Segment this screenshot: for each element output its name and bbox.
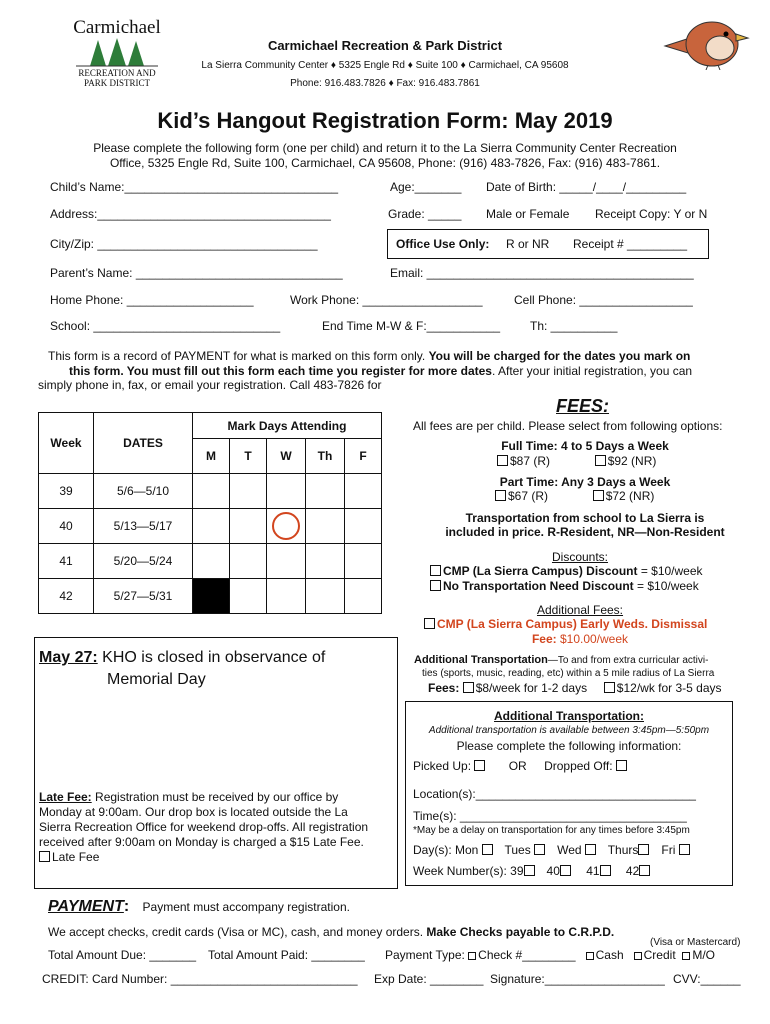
mark-days-header: Mark Days Attending xyxy=(193,413,382,439)
notice-line1: This form is a record of PAYMENT for what is marked on this form only. You will be charged for the dates you mark on xyxy=(48,349,691,363)
total-due-field[interactable]: Total Amount Due: _______ xyxy=(48,948,197,962)
home-phone-field[interactable]: Home Phone: ___________________ xyxy=(50,293,254,307)
transport-note-1: Transportation from school to La Sierra is xyxy=(465,511,705,525)
day-th-header: Th xyxy=(306,439,345,474)
day-checkbox[interactable] xyxy=(193,474,230,509)
fees-intro: All fees are per child. Please select from following options: xyxy=(413,419,723,433)
table-row xyxy=(39,474,382,509)
th-field[interactable]: Th: __________ xyxy=(530,319,618,333)
day-checkbox[interactable] xyxy=(230,579,267,614)
day-fri-checkbox[interactable] xyxy=(679,844,690,855)
week-cell: 39 xyxy=(39,474,94,509)
work-phone-field[interactable]: Work Phone: __________________ xyxy=(290,293,483,307)
day-checkbox[interactable] xyxy=(230,509,267,544)
full-time-label: Full Time: 4 to 5 Days a Week xyxy=(501,439,669,453)
notice-line2: this form. You must fill out this form each time you register for more dates. After your initial registration, you can xyxy=(69,364,693,378)
card-number-field[interactable]: CREDIT: Card Number: ____________________________ xyxy=(42,972,358,986)
late-fee-label: Late Fee: xyxy=(39,790,92,804)
org-address: La Sierra Community Center ♦ 5325 Engle Rd ♦ Suite 100 ♦ Carmichael, CA 95608 xyxy=(201,60,569,71)
full-r-checkbox[interactable] xyxy=(497,455,508,466)
intro-line2: Office, 5325 Engle Rd, Suite 100, Carmichael, CA 95608, Phone: (916) 483-7826, Fax: (916) 483-7861. xyxy=(109,156,661,170)
trees-icon xyxy=(68,38,166,68)
week-41-checkbox[interactable] xyxy=(600,865,611,876)
mo-checkbox[interactable] xyxy=(682,952,690,960)
part-time-options: $67 (R) $72 (NR) xyxy=(495,489,654,503)
day-checkbox[interactable] xyxy=(306,579,345,614)
part-nr-checkbox[interactable] xyxy=(593,490,604,501)
week-39-checkbox[interactable] xyxy=(524,865,535,876)
cell-phone-field[interactable]: Cell Phone: _________________ xyxy=(514,293,693,307)
week-42-checkbox[interactable] xyxy=(639,865,650,876)
dates-cell: 5/27—5/31 xyxy=(94,579,193,614)
day-checkbox[interactable] xyxy=(345,509,382,544)
credit-checkbox[interactable] xyxy=(634,952,642,960)
days-row: Day(s): Mon Tues Wed Thurs Fri xyxy=(413,843,692,857)
additional-fee-1-amount: Fee: $10.00/week xyxy=(531,632,629,646)
disc1-checkbox[interactable] xyxy=(430,565,441,576)
intro-line1: Please complete the following form (one per child) and return it to the La Sierra Community Center Recreation xyxy=(93,141,677,155)
closed-notice-box xyxy=(34,637,398,889)
logo-sub1: RECREATION AND xyxy=(78,68,156,78)
gender-field[interactable]: Male or Female xyxy=(486,207,570,221)
office-use-label: Office Use Only: xyxy=(396,237,490,251)
location-field[interactable]: Location(s):_________________________________ xyxy=(413,787,696,801)
office-use-receipt: Receipt # _________ xyxy=(573,237,688,251)
pickup-row: Picked Up: OR Dropped Off: xyxy=(413,759,629,773)
dates-header: DATES xyxy=(94,413,193,474)
address-field[interactable]: Address:___________________________________ xyxy=(50,207,331,221)
day-w-header: W xyxy=(267,439,306,474)
transport-note-2: included in price. R-Resident, NR—Non-Resident xyxy=(445,525,725,539)
office-use-box xyxy=(387,229,709,259)
dates-cell: 5/6—5/10 xyxy=(94,474,193,509)
cash-checkbox[interactable] xyxy=(586,952,594,960)
day-checkbox[interactable] xyxy=(267,509,306,544)
day-tues-checkbox[interactable] xyxy=(534,844,545,855)
transport-box-title: Additional Transportation: xyxy=(494,709,644,723)
week-40-checkbox[interactable] xyxy=(560,865,571,876)
day-checkbox[interactable] xyxy=(345,474,382,509)
logo xyxy=(68,18,166,94)
check-checkbox[interactable] xyxy=(468,952,476,960)
bird-icon xyxy=(660,8,750,70)
full-nr-checkbox[interactable] xyxy=(595,455,606,466)
payment-type-row: Payment Type: Check #________ Cash Credit M/O xyxy=(385,948,715,962)
addl-transport-line1: Additional Transportation—To and from extra curricular activi- xyxy=(414,654,709,666)
dropped-off-checkbox[interactable] xyxy=(616,760,627,771)
late-fee-text: Late Fee: Registration must be received by our office by Monday at 9:00am. Our drop box is located outside the La Sierra Recreation Office for weekend drop-offs. All registration received after 9:00am on Monday is charged a $15 Late Fee. Late Fee xyxy=(39,790,369,864)
day-checkbox[interactable] xyxy=(193,544,230,579)
cvv-field[interactable]: CVV:______ xyxy=(673,972,741,986)
closed-notice-line1: May 27: KHO is closed in observance of xyxy=(39,649,326,666)
late-fee-checkbox[interactable] xyxy=(39,851,50,862)
day-checkbox[interactable] xyxy=(267,579,306,614)
week-cell: 42 xyxy=(39,579,94,614)
day-checkbox[interactable] xyxy=(306,544,345,579)
week-header: Week xyxy=(39,413,94,474)
org-name: Carmichael Recreation & Park District xyxy=(267,38,503,53)
payment-accept: We accept checks, credit cards (Visa or MC), cash, and money orders. Make Checks payable to C.R.P.D. xyxy=(48,925,615,939)
email-field[interactable]: Email: ________________________________________ xyxy=(390,266,694,280)
day-checkbox[interactable] xyxy=(306,509,345,544)
full-time-options: $87 (R) $92 (NR) xyxy=(497,454,656,468)
day-t-header: T xyxy=(230,439,267,474)
parent-name-field[interactable]: Parent’s Name: _______________________________ xyxy=(50,266,343,280)
time-field[interactable]: Time(s): __________________________________ xyxy=(413,809,687,823)
fee-b-checkbox[interactable] xyxy=(604,682,615,693)
end-time-field[interactable]: End Time M-W & F:___________ xyxy=(322,319,501,333)
day-checkbox[interactable] xyxy=(193,509,230,544)
logo-text: Carmichael xyxy=(73,17,161,38)
day-checkbox[interactable] xyxy=(306,474,345,509)
transport-box xyxy=(405,701,733,886)
day-m-header: M xyxy=(193,439,230,474)
closed-day-cell xyxy=(193,579,230,614)
fees-title: FEES: xyxy=(556,396,610,416)
day-checkbox[interactable] xyxy=(230,544,267,579)
logo-sub2: PARK DISTRICT xyxy=(84,78,150,88)
circle-mark-icon xyxy=(272,512,300,540)
closed-label: May 27: xyxy=(39,649,98,666)
fee-a-checkbox[interactable] xyxy=(463,682,474,693)
table-row xyxy=(39,544,382,579)
table-row xyxy=(39,509,382,544)
attendance-table xyxy=(38,412,382,614)
dates-cell: 5/20—5/24 xyxy=(94,544,193,579)
day-checkbox[interactable] xyxy=(345,544,382,579)
transport-complete: Please complete the following information: xyxy=(456,739,682,753)
transport-availability: Additional transportation is available between 3:45pm—5:50pm xyxy=(428,725,710,736)
day-f-header: F xyxy=(345,439,382,474)
school-field[interactable]: School: ____________________________ xyxy=(50,319,281,333)
day-mon-checkbox[interactable] xyxy=(482,844,493,855)
total-paid-field[interactable]: Total Amount Paid: ________ xyxy=(208,948,365,962)
additional-fee-1: CMP (La Sierra Campus) Early Weds. Dismissal xyxy=(424,617,707,631)
office-use-r: R or NR xyxy=(506,237,550,251)
day-checkbox[interactable] xyxy=(267,474,306,509)
discounts-label: Discounts: xyxy=(551,550,609,564)
receipt-copy-field[interactable]: Receipt Copy: Y or N xyxy=(595,207,708,221)
day-wed-checkbox[interactable] xyxy=(585,844,596,855)
week-cell: 41 xyxy=(39,544,94,579)
dates-cell: 5/13—5/17 xyxy=(94,509,193,544)
signature-field[interactable]: Signature:__________________ xyxy=(490,972,665,986)
part-time-label: Part Time: Any 3 Days a Week xyxy=(499,475,671,489)
day-checkbox[interactable] xyxy=(345,579,382,614)
notice-line3: simply phone in, fax, or email your registration. Call 483-7826 for xyxy=(38,378,382,392)
weeks-row: Week Number(s): 39 40 41 42 xyxy=(413,864,652,878)
city-field[interactable]: City/Zip: _________________________________ xyxy=(50,237,318,251)
additional-fees-label: Additional Fees: xyxy=(536,603,624,617)
add1-checkbox[interactable] xyxy=(424,618,435,629)
day-checkbox[interactable] xyxy=(267,544,306,579)
day-thurs-checkbox[interactable] xyxy=(638,844,649,855)
org-phone: Phone: 916.483.7826 ♦ Fax: 916.483.7861 xyxy=(290,78,480,89)
addl-transport-line2: ties (sports, music, reading, etc) within a 5 mile radius of La Sierra xyxy=(422,668,715,679)
child-name-field[interactable]: Child’s Name:________________________________ xyxy=(50,180,339,194)
payment-heading: PAYMENT: Payment must accompany registration. xyxy=(48,898,350,915)
closed-notice-line2: Memorial Day xyxy=(107,671,206,688)
discount-1: CMP (La Sierra Campus) Discount = $10/week xyxy=(430,564,703,578)
dob-field[interactable]: Date of Birth: _____/____/_________ xyxy=(486,180,687,194)
disc2-checkbox[interactable] xyxy=(430,580,441,591)
table-row xyxy=(39,579,382,614)
visa-note: (Visa or Mastercard) xyxy=(650,937,741,948)
part-r-checkbox[interactable] xyxy=(495,490,506,501)
age-field[interactable]: Age:_______ xyxy=(390,180,462,194)
exp-date-field[interactable]: Exp Date: ________ xyxy=(374,972,484,986)
form-title: Kid’s Hangout Registration Form: May 2019 xyxy=(157,108,613,133)
day-checkbox[interactable] xyxy=(230,474,267,509)
week-cell: 40 xyxy=(39,509,94,544)
picked-up-checkbox[interactable] xyxy=(474,760,485,771)
grade-field[interactable]: Grade: _____ xyxy=(388,207,462,221)
addl-transport-fees: Fees: $8/week for 1-2 days $12/wk for 3-5 days xyxy=(428,681,722,695)
discount-2: No Transportation Need Discount = $10/week xyxy=(430,579,699,593)
transport-delay-note: *May be a delay on transportation for any times before 3:45pm xyxy=(413,825,690,836)
